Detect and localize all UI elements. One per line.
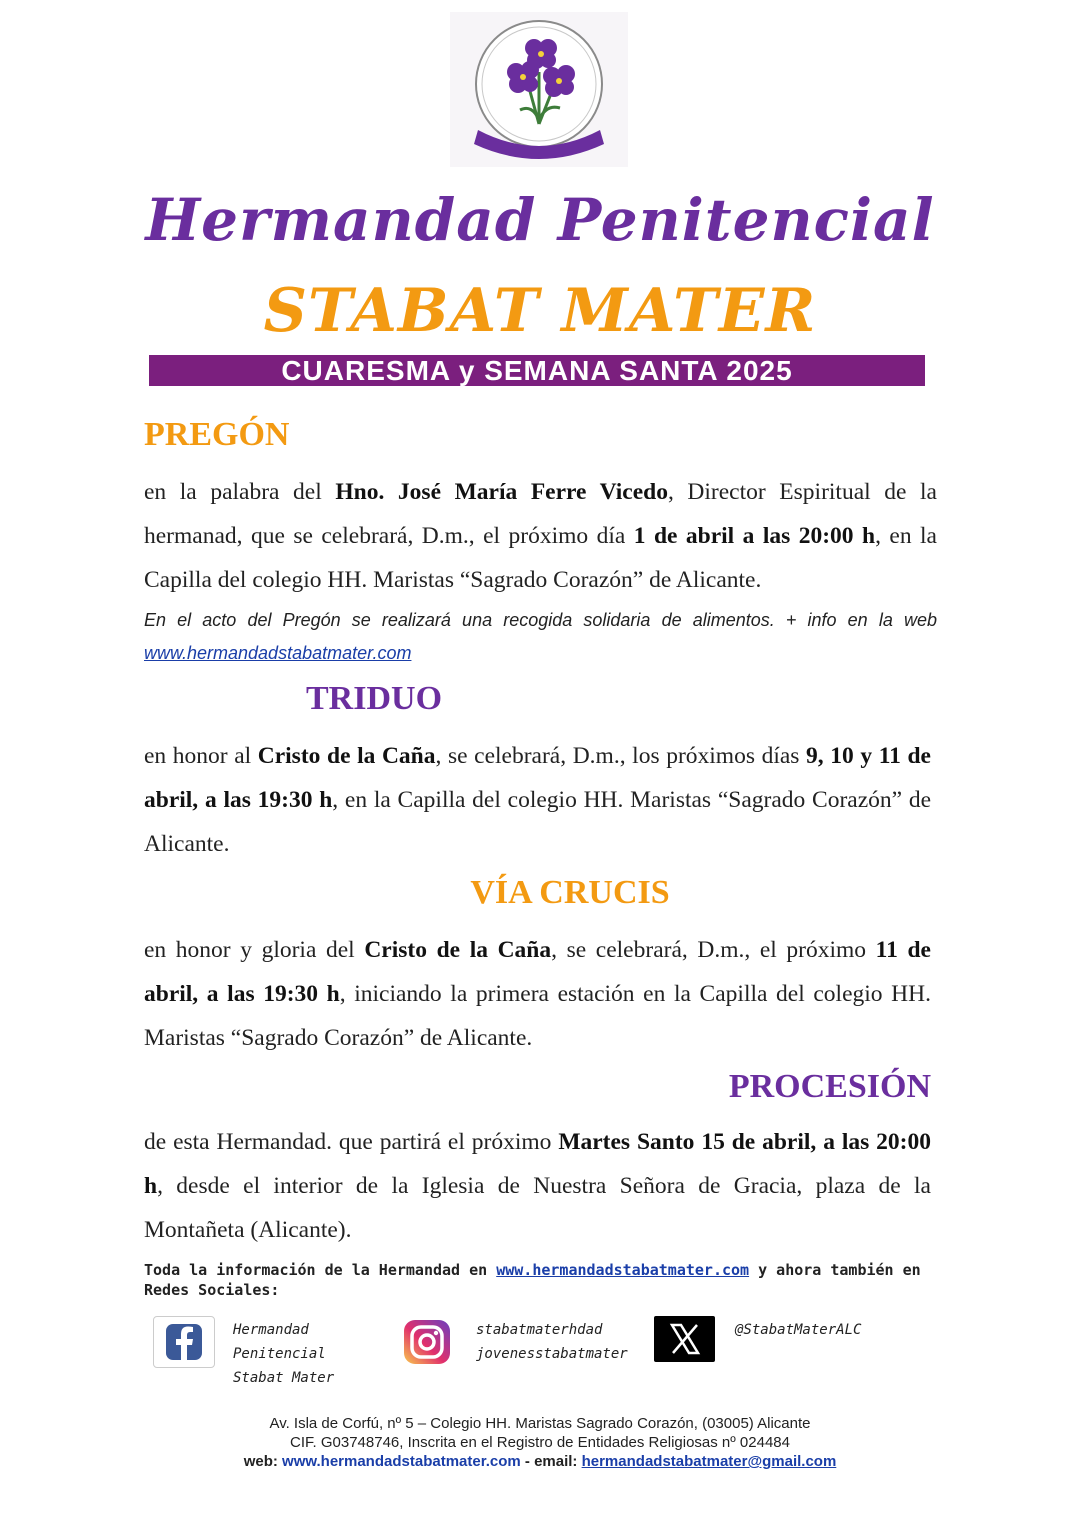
pregon-note: En el acto del Pregón se realizará una recogida solidaria de alimentos. + info en la web www.hermandadstabatmater.com [144,610,937,663]
heading-via-crucis: VÍA CRUCIS [470,874,670,911]
heading-pregon: PREGÓN [144,416,290,453]
heading-triduo: TRIDUO [306,680,443,717]
instagram-icon[interactable] [400,1318,454,1366]
heading-procesion: PROCESIÓN [728,1068,931,1105]
pregon-paragraph: en la palabra del Hno. José María Ferre Vicedo, Director Espiritual de la hermanad, que se celebrará, D.m., el próximo día 1 de abril a las 20:00 h, en la Capilla del colegio HH. Maristas “Sagrado Corazón” de Alicante. [144,479,937,593]
season-banner: CUARESMA y SEMANA SANTA 2025 [149,355,925,386]
footer-email-link[interactable]: hermandadstabatmater@gmail.com [581,1453,837,1470]
pregon-web-link[interactable]: www.hermandadstabatmater.com [144,643,412,663]
x-icon[interactable] [654,1316,715,1362]
social-info-text: Toda la información de la Hermandad en www.hermandadstabatmater.com y ahora también en Redes Sociales: [144,1261,921,1299]
footer-contact: web: www.hermandadstabatmater.com - email: hermandadstabatmater@gmail.com [243,1453,837,1470]
footer-web-link[interactable]: www.hermandadstabatmater.com [282,1453,521,1470]
instagram-accounts: stabatmaterhdad jovenesstabatmater [476,1322,628,1362]
title-stabat-mater: STABAT MATER [263,276,817,346]
facebook-account: Hermandad Penitencial Stabat Mater [233,1322,335,1386]
footer-registry: CIF. G03748746, Inscrita en el Registro de Entidades Religiosas nº 024484 [290,1434,790,1451]
procesion-paragraph: de esta Hermandad. que partirá el próximo Martes Santo 15 de abril, a las 20:00 h, desde el interior de la Iglesia de Nuestra Señora de Gracia, plaza de la Montañeta (Alicante). [144,1129,931,1243]
x-account: @StabatMaterALC [735,1322,862,1338]
via-crucis-paragraph: en honor y gloria del Cristo de la Caña, se celebrará, D.m., el próximo 11 de abril, a las 19:30 h, iniciando la primera estación en la Capilla del colegio HH. Maristas “Sagrado Corazón” de Alicante. [144,937,931,1051]
triduo-paragraph: en honor al Cristo de la Caña, se celebrará, D.m., los próximos días 9, 10 y 11 de abril, a las 19:30 h, en la Capilla del colegio HH. Maristas “Sagrado Corazón” de Alicante. [144,743,931,857]
footer-address: Av. Isla de Corfú, nº 5 – Colegio HH. Maristas Sagrado Corazón, (03005) Alicante [269,1415,811,1432]
title-hermandad-penitencial: Hermandad Penitencial [145,186,935,254]
hermandad-logo [450,12,628,167]
facebook-icon[interactable] [153,1316,215,1368]
info-web-link[interactable]: www.hermandadstabatmater.com [496,1261,750,1279]
